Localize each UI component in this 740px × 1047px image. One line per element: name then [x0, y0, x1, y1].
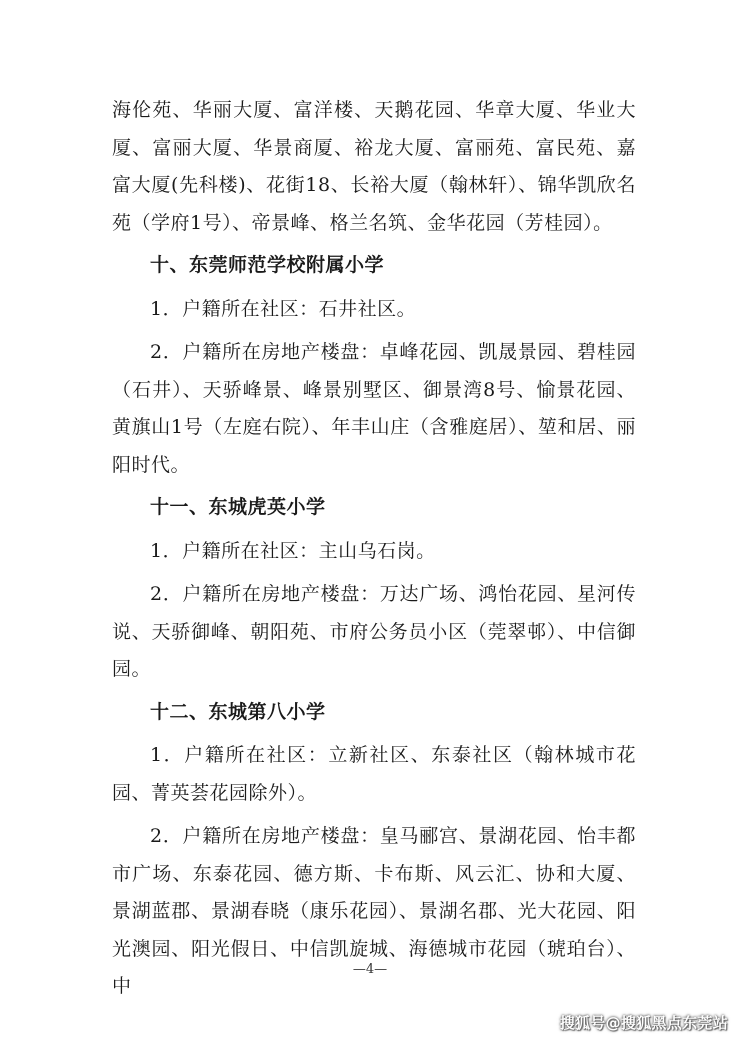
paragraph-11-estates: 2．户籍所在房地产楼盘：万达广场、鸿怡花园、星河传说、天骄御峰、朝阳苑、市府公务员小区（莞翠邨）、中信御园。: [112, 583, 636, 680]
watermark: 搜狐号@搜狐黑点东莞站: [559, 1014, 728, 1032]
paragraph-housing-list-continued: 海伦苑、华丽大厦、富洋楼、天鹅花园、华章大厦、华业大厦、富丽大厦、华景商厦、裕龙大厦、富丽苑、富民苑、嘉富大厦(先科楼)、花街18、长裕大厦（翰林轩）、锦华凯欣名苑（学府1号）、帝景峰、格兰名筑、金华花园（芳桂园）。: [112, 99, 636, 234]
section-heading-12: 十二、东城第八小学: [150, 700, 326, 723]
document-body: [112, 92, 636, 1006]
paragraph-11-community: 1．户籍所在社区：主山乌石岗。: [150, 539, 436, 562]
paragraph-10-estates: 2．户籍所在房地产楼盘：卓峰花园、凯晟景园、碧桂园（石井）、天骄峰景、峰景别墅区、御景湾8号、愉景花园、黄旗山1号（左庭右院）、年丰山庄（含雅庭居）、堃和居、丽阳时代。: [112, 341, 636, 476]
paragraph-12-community: 1．户籍所在社区：立新社区、东泰社区（翰林城市花园、菁英荟花园除外）。: [112, 744, 636, 804]
paragraph-10-community: 1．户籍所在社区：石井社区。: [150, 297, 417, 320]
section-heading-11: 十一、东城虎英小学: [150, 496, 326, 518]
section-heading-10: 十、东莞师范学校附属小学: [150, 254, 385, 276]
page-number: —4—: [352, 962, 388, 977]
paragraph-12-estates: 2．户籍所在房地产楼盘：皇马郦宫、景湖花园、怡丰都市广场、东泰花园、德方斯、卡布斯、风云汇、协和大厦、景湖蓝郡、景湖春晓（康乐花园）、景湖名郡、光大花园、阳光澳园、阳光假日、中信凯旋城、海德城市花园（琥珀台）、中: [112, 825, 636, 997]
